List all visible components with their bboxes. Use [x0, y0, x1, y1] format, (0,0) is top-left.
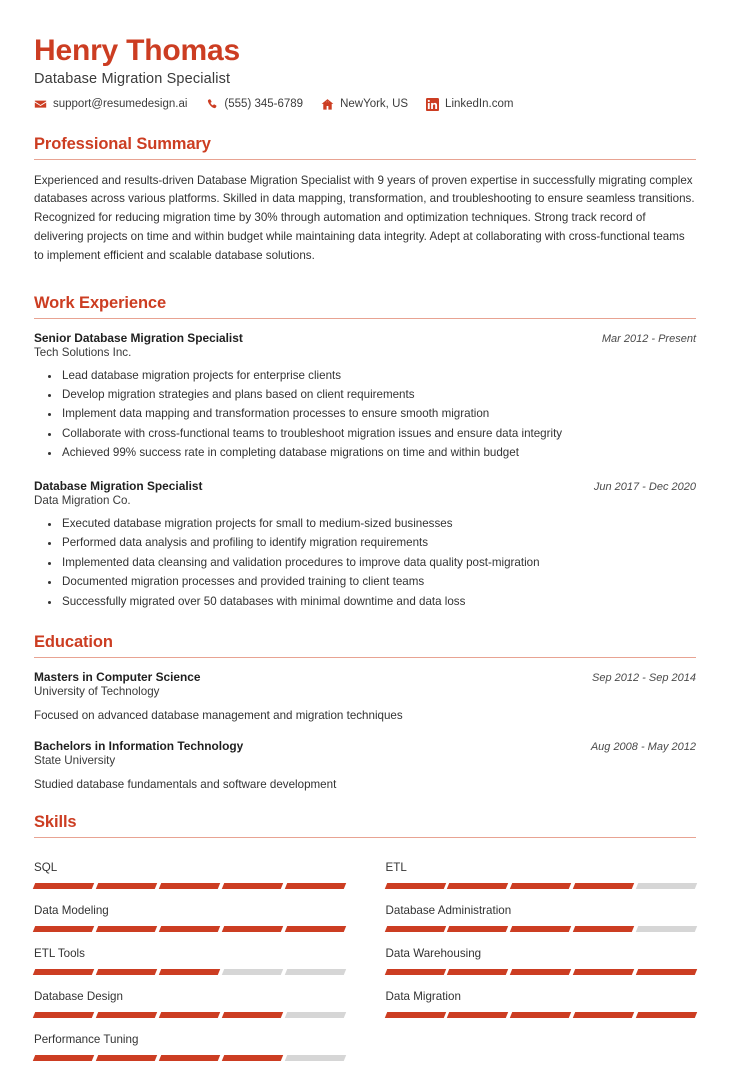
contact-text: (555) 345-6789 [224, 97, 304, 110]
job-bullet: • Documented migration processes and provided training to client teams [60, 572, 696, 591]
entry-header [34, 479, 696, 493]
job-role: Senior Database Migration Specialist [34, 330, 243, 345]
section-divider [34, 657, 696, 658]
skill-level-bar [386, 883, 697, 889]
skill-name: Data Warehousing [385, 946, 482, 960]
skill-level-segment [447, 1012, 508, 1018]
skill-level-segment [573, 926, 634, 932]
job-title: Database Migration Specialist [34, 70, 231, 87]
skill-item [34, 850, 345, 893]
skill-level-segment [573, 1012, 634, 1018]
section-skills [34, 813, 696, 1065]
section-heading-education: Education [34, 633, 113, 652]
skill-level-segment [284, 883, 345, 889]
education-entry [34, 670, 696, 724]
entry-header [34, 739, 696, 753]
job-bullet-list [34, 514, 696, 611]
skill-name: ETL Tools [34, 946, 85, 960]
skill-level-segment [284, 969, 345, 975]
skill-level-bar [34, 926, 345, 932]
skill-level-segment [33, 1012, 94, 1018]
skill-level-segment [636, 1012, 697, 1018]
contact-text: LinkedIn.com [445, 97, 514, 110]
skill-level-segment [510, 1012, 571, 1018]
skill-level-segment [510, 926, 571, 932]
job-bullet: • Performed data analysis and profiling to identify migration requirements [60, 533, 696, 552]
section-professional-summary [34, 135, 696, 266]
section-divider [34, 837, 696, 838]
skill-level-segment [222, 969, 283, 975]
skill-level-segment [159, 883, 220, 889]
skill-level-segment [159, 926, 220, 932]
contact-item-linkedin[interactable] [426, 98, 513, 111]
skill-level-segment [33, 883, 94, 889]
skill-level-segment [96, 1012, 157, 1018]
education-degree: Bachelors in Information Technology [34, 738, 244, 753]
section-education [34, 633, 696, 793]
skill-level-bar [34, 1055, 345, 1061]
skill-level-segment [636, 969, 697, 975]
job-bullet: • Collaborate with cross-functional teams to troubleshoot migration issues and ensure data integrity [60, 424, 696, 443]
skill-level-segment [159, 969, 220, 975]
job-role: Database Migration Specialist [34, 478, 203, 493]
skill-level-bar [386, 1012, 697, 1018]
job-bullet: • Implement data mapping and transformation processes to ensure smooth migration [60, 404, 696, 423]
education-degree: Masters in Computer Science [34, 670, 201, 685]
phone-icon [205, 98, 218, 111]
skill-name: SQL [34, 860, 58, 874]
skill-level-segment [384, 1012, 445, 1018]
entry-header [34, 331, 696, 345]
skill-name: ETL [385, 860, 407, 874]
skill-level-bar [34, 1012, 345, 1018]
skill-level-segment [510, 883, 571, 889]
skill-level-segment [33, 1055, 94, 1061]
skill-level-segment [33, 969, 94, 975]
skill-item [34, 1022, 345, 1065]
skill-level-segment [159, 1012, 220, 1018]
skill-name: Database Design [34, 989, 123, 1003]
job-bullet-list [34, 366, 696, 463]
skill-level-bar [34, 969, 345, 975]
skill-level-segment [384, 969, 445, 975]
skill-level-segment [284, 1055, 345, 1061]
section-divider [34, 159, 696, 160]
section-divider [34, 318, 696, 319]
education-entry [34, 739, 696, 793]
skill-item [386, 936, 697, 979]
section-heading-skills: Skills [34, 812, 77, 831]
skill-level-segment [96, 969, 157, 975]
skill-level-segment [222, 1012, 283, 1018]
job-bullet: • Lead database migration projects for enterprise clients [60, 366, 696, 385]
education-list [34, 670, 696, 793]
job-bullet: • Implemented data cleansing and validation procedures to improve data quality post-migration [60, 553, 696, 572]
contact-item-envelope[interactable] [34, 98, 187, 111]
job-company: Data Migration Co. [34, 493, 131, 507]
job-bullet: • Achieved 99% success rate in completing database migrations on time and within budget [60, 443, 696, 462]
skill-name: Data Migration [385, 989, 461, 1003]
skill-name: Data Modeling [34, 903, 109, 917]
experience-list [34, 331, 696, 612]
contact-row [34, 98, 696, 111]
skill-level-segment [222, 883, 283, 889]
resume-header [34, 34, 696, 111]
skill-item [386, 979, 697, 1022]
skill-level-segment [96, 1055, 157, 1061]
skill-level-segment [447, 969, 508, 975]
skill-item [34, 936, 345, 979]
education-description: Focused on advanced database management and migration techniques [34, 709, 403, 723]
skill-level-segment [33, 926, 94, 932]
job-bullet: • Successfully migrated over 50 databases with minimal downtime and data loss [60, 592, 696, 611]
skill-item [34, 979, 345, 1022]
skill-level-bar [34, 883, 345, 889]
skill-level-segment [573, 883, 634, 889]
job-date-range: Mar 2012 - Present [601, 332, 696, 345]
skill-level-segment [284, 926, 345, 932]
skill-level-segment [384, 883, 445, 889]
contact-text: NewYork, US [340, 97, 409, 110]
experience-entry [34, 479, 696, 611]
education-description: Studied database fundamentals and software development [34, 777, 337, 791]
skill-level-segment [222, 926, 283, 932]
skill-level-segment [96, 883, 157, 889]
skill-level-segment [447, 883, 508, 889]
skill-level-segment [573, 969, 634, 975]
skill-level-segment [636, 883, 697, 889]
skill-level-segment [384, 926, 445, 932]
skill-level-segment [159, 1055, 220, 1061]
job-date-range: Jun 2017 - Dec 2020 [593, 480, 696, 493]
contact-item-phone[interactable] [205, 98, 303, 111]
job-company: Tech Solutions Inc. [34, 345, 132, 359]
skills-grid [34, 850, 696, 1065]
skill-level-segment [96, 926, 157, 932]
summary-text: Experienced and results-driven Database Migration Specialist with 9 years of proven expertise in successfully migrating complex databases across various platforms. Skilled in data mapping, transformation, and troubleshooting to ensure seamless transitions. Recognized for reducing migration time by 30% through automation and optimization techniques. Strong track record of delivering projects on time and within budget while maintaining data integrity. Adept at collaborating with cross-functional teams to implement efficient and scalable database solutions. [34, 173, 695, 262]
skill-level-segment [222, 1055, 283, 1061]
education-school: University of Technology [34, 685, 160, 699]
skill-item [386, 893, 697, 936]
skill-level-bar [386, 926, 697, 932]
skill-item [34, 893, 345, 936]
page-title: Henry Thomas [34, 34, 240, 67]
contact-item-home[interactable] [321, 98, 408, 111]
skill-item [386, 850, 697, 893]
linkedin-icon [426, 98, 439, 111]
skill-level-segment [510, 969, 571, 975]
skill-level-segment [284, 1012, 345, 1018]
education-date-range: Aug 2008 - May 2012 [590, 740, 696, 753]
skill-level-bar [386, 969, 697, 975]
section-work-experience [34, 294, 696, 612]
skill-level-segment [447, 926, 508, 932]
skill-level-segment [636, 926, 697, 932]
education-school: State University [34, 753, 116, 767]
skill-name: Performance Tuning [34, 1032, 139, 1046]
skill-name: Database Administration [385, 903, 512, 917]
job-bullet: • Develop migration strategies and plans based on client requirements [60, 385, 696, 404]
entry-header [34, 670, 696, 684]
contact-text: support@resumedesign.ai [53, 97, 188, 110]
education-date-range: Sep 2012 - Sep 2014 [592, 672, 696, 685]
job-bullet: • Executed database migration projects for small to medium-sized businesses [60, 514, 696, 533]
section-heading-summary: Professional Summary [34, 134, 211, 153]
home-icon [321, 98, 334, 111]
section-heading-experience: Work Experience [34, 293, 167, 312]
envelope-icon [34, 98, 47, 111]
experience-entry [34, 331, 696, 463]
